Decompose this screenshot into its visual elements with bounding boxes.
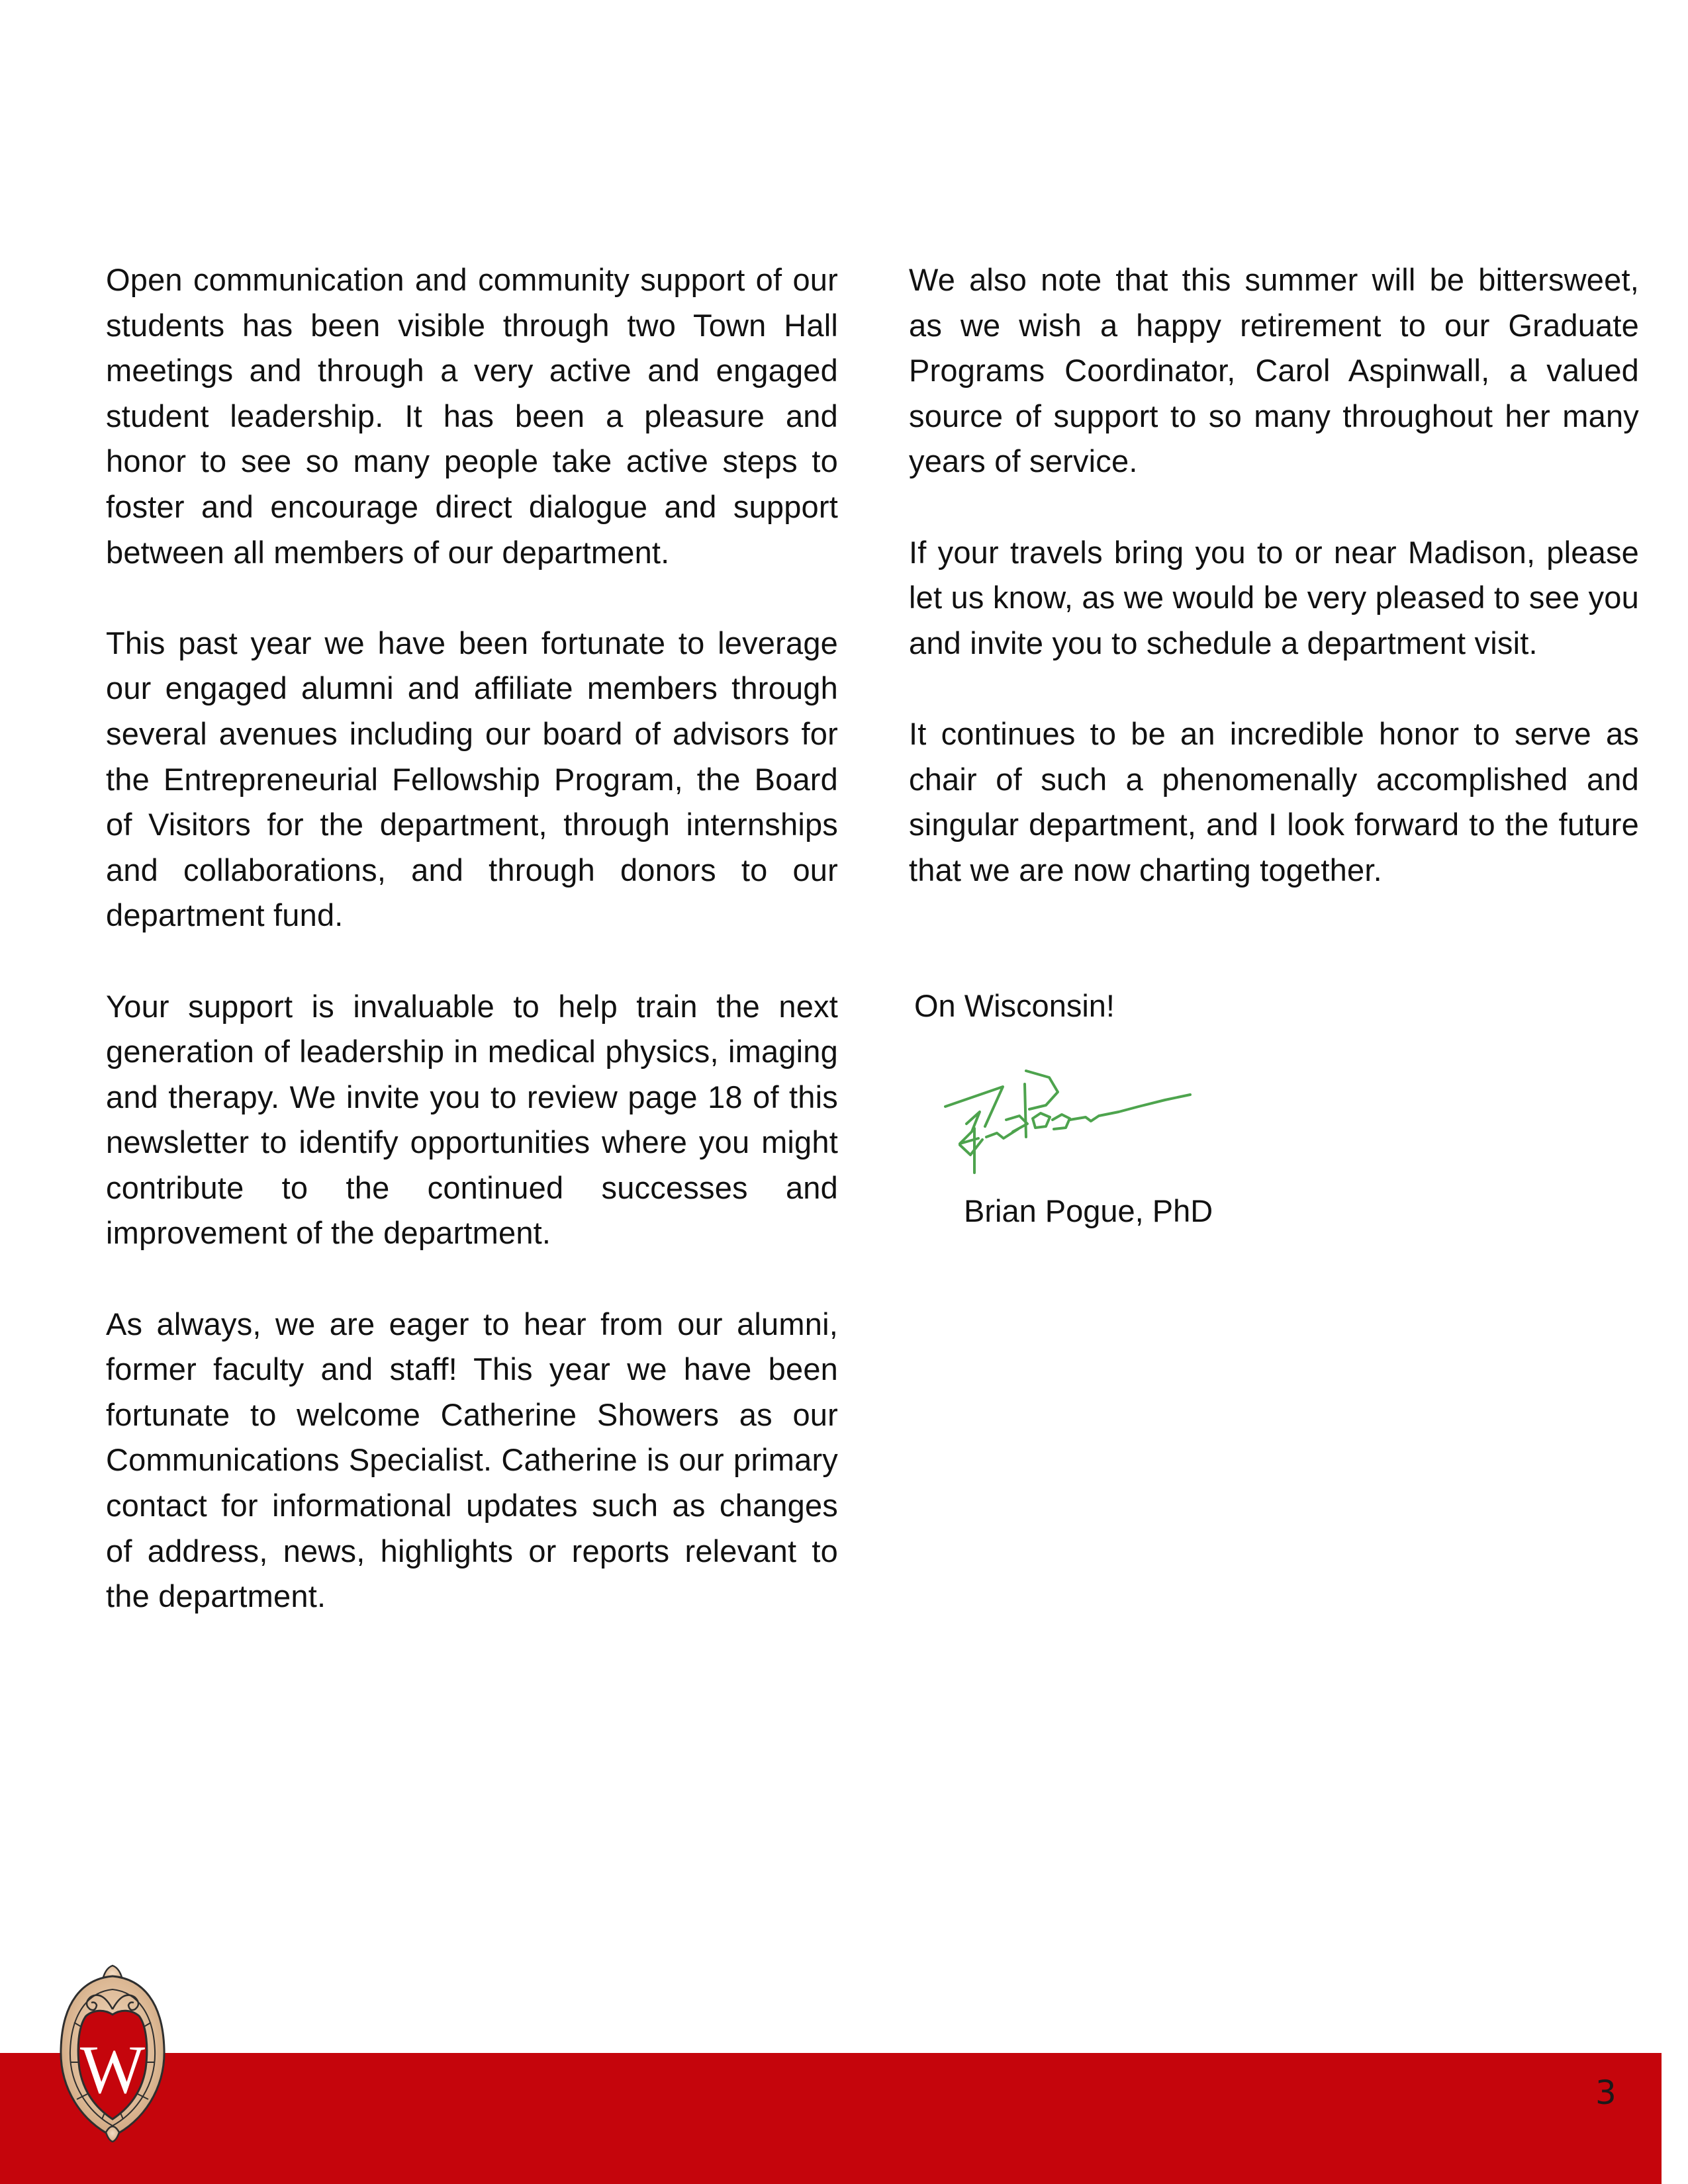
paragraph-honor-to-serve: It continues to be an incredible honor to serve as chair of such a phenomenally accomplished and singular department, and I look forward to the future that we are now charting together. bbox=[909, 715, 1639, 887]
right-column bbox=[909, 257, 1639, 938]
paragraph-retirement: We also note that this summer will be bittersweet, as we wish a happy retirement to our Graduate Programs Coordinator, Carol Aspinwall, a valued source of support to so many throughout her many years of service. bbox=[909, 262, 1639, 479]
uw-crest-icon bbox=[56, 1963, 169, 2143]
paragraph-town-hall: Open communication and community support of our students has been visible through two Town Hall meetings and through a very active and engaged student leadership. It has been a pleasure and honor to see so many people take active steps to foster and encourage direct dialogue and support between all members of our department. bbox=[106, 262, 838, 570]
page-number: 3 bbox=[1595, 2073, 1617, 2112]
footer-band bbox=[0, 2053, 1662, 2184]
left-column bbox=[106, 257, 838, 1664]
closing-line: On Wisconsin! bbox=[914, 988, 1115, 1023]
paragraph-visit-madison: If your travels bring you to or near Madison, please let us know, as we would be very pleased to see you and invite you to schedule a department visit. bbox=[909, 534, 1639, 660]
crest-letter: W bbox=[79, 2032, 146, 2108]
paragraph-alumni-affiliates: This past year we have been fortunate to leverage our engaged alumni and affiliate members through several avenues including our board of advisors for the Entrepreneurial Fellowship Program, the Board of Visitors for the department, through internships and collaborations, and through donors to our department fund. bbox=[106, 625, 838, 933]
signature-icon bbox=[940, 1066, 1198, 1181]
paragraph-communications-specialist: As always, we are eager to hear from our alumni, former faculty and staff! This year we have been fortunate to welcome Catherine Showers as our Communications Specialist. Catherine is our primary contact for informational updates such as changes of address, news, highlights or reports relevant to the department. bbox=[106, 1306, 838, 1614]
paragraph-support-invitation: Your support is invaluable to help train the next generation of leadership in medical physics, imaging and therapy. We invite you to review page 18 of this newsletter to identify opportunities where you might contribute to the continued successes and improvement of the department. bbox=[106, 988, 838, 1251]
signer-name: Brian Pogue, PhD bbox=[964, 1193, 1213, 1228]
